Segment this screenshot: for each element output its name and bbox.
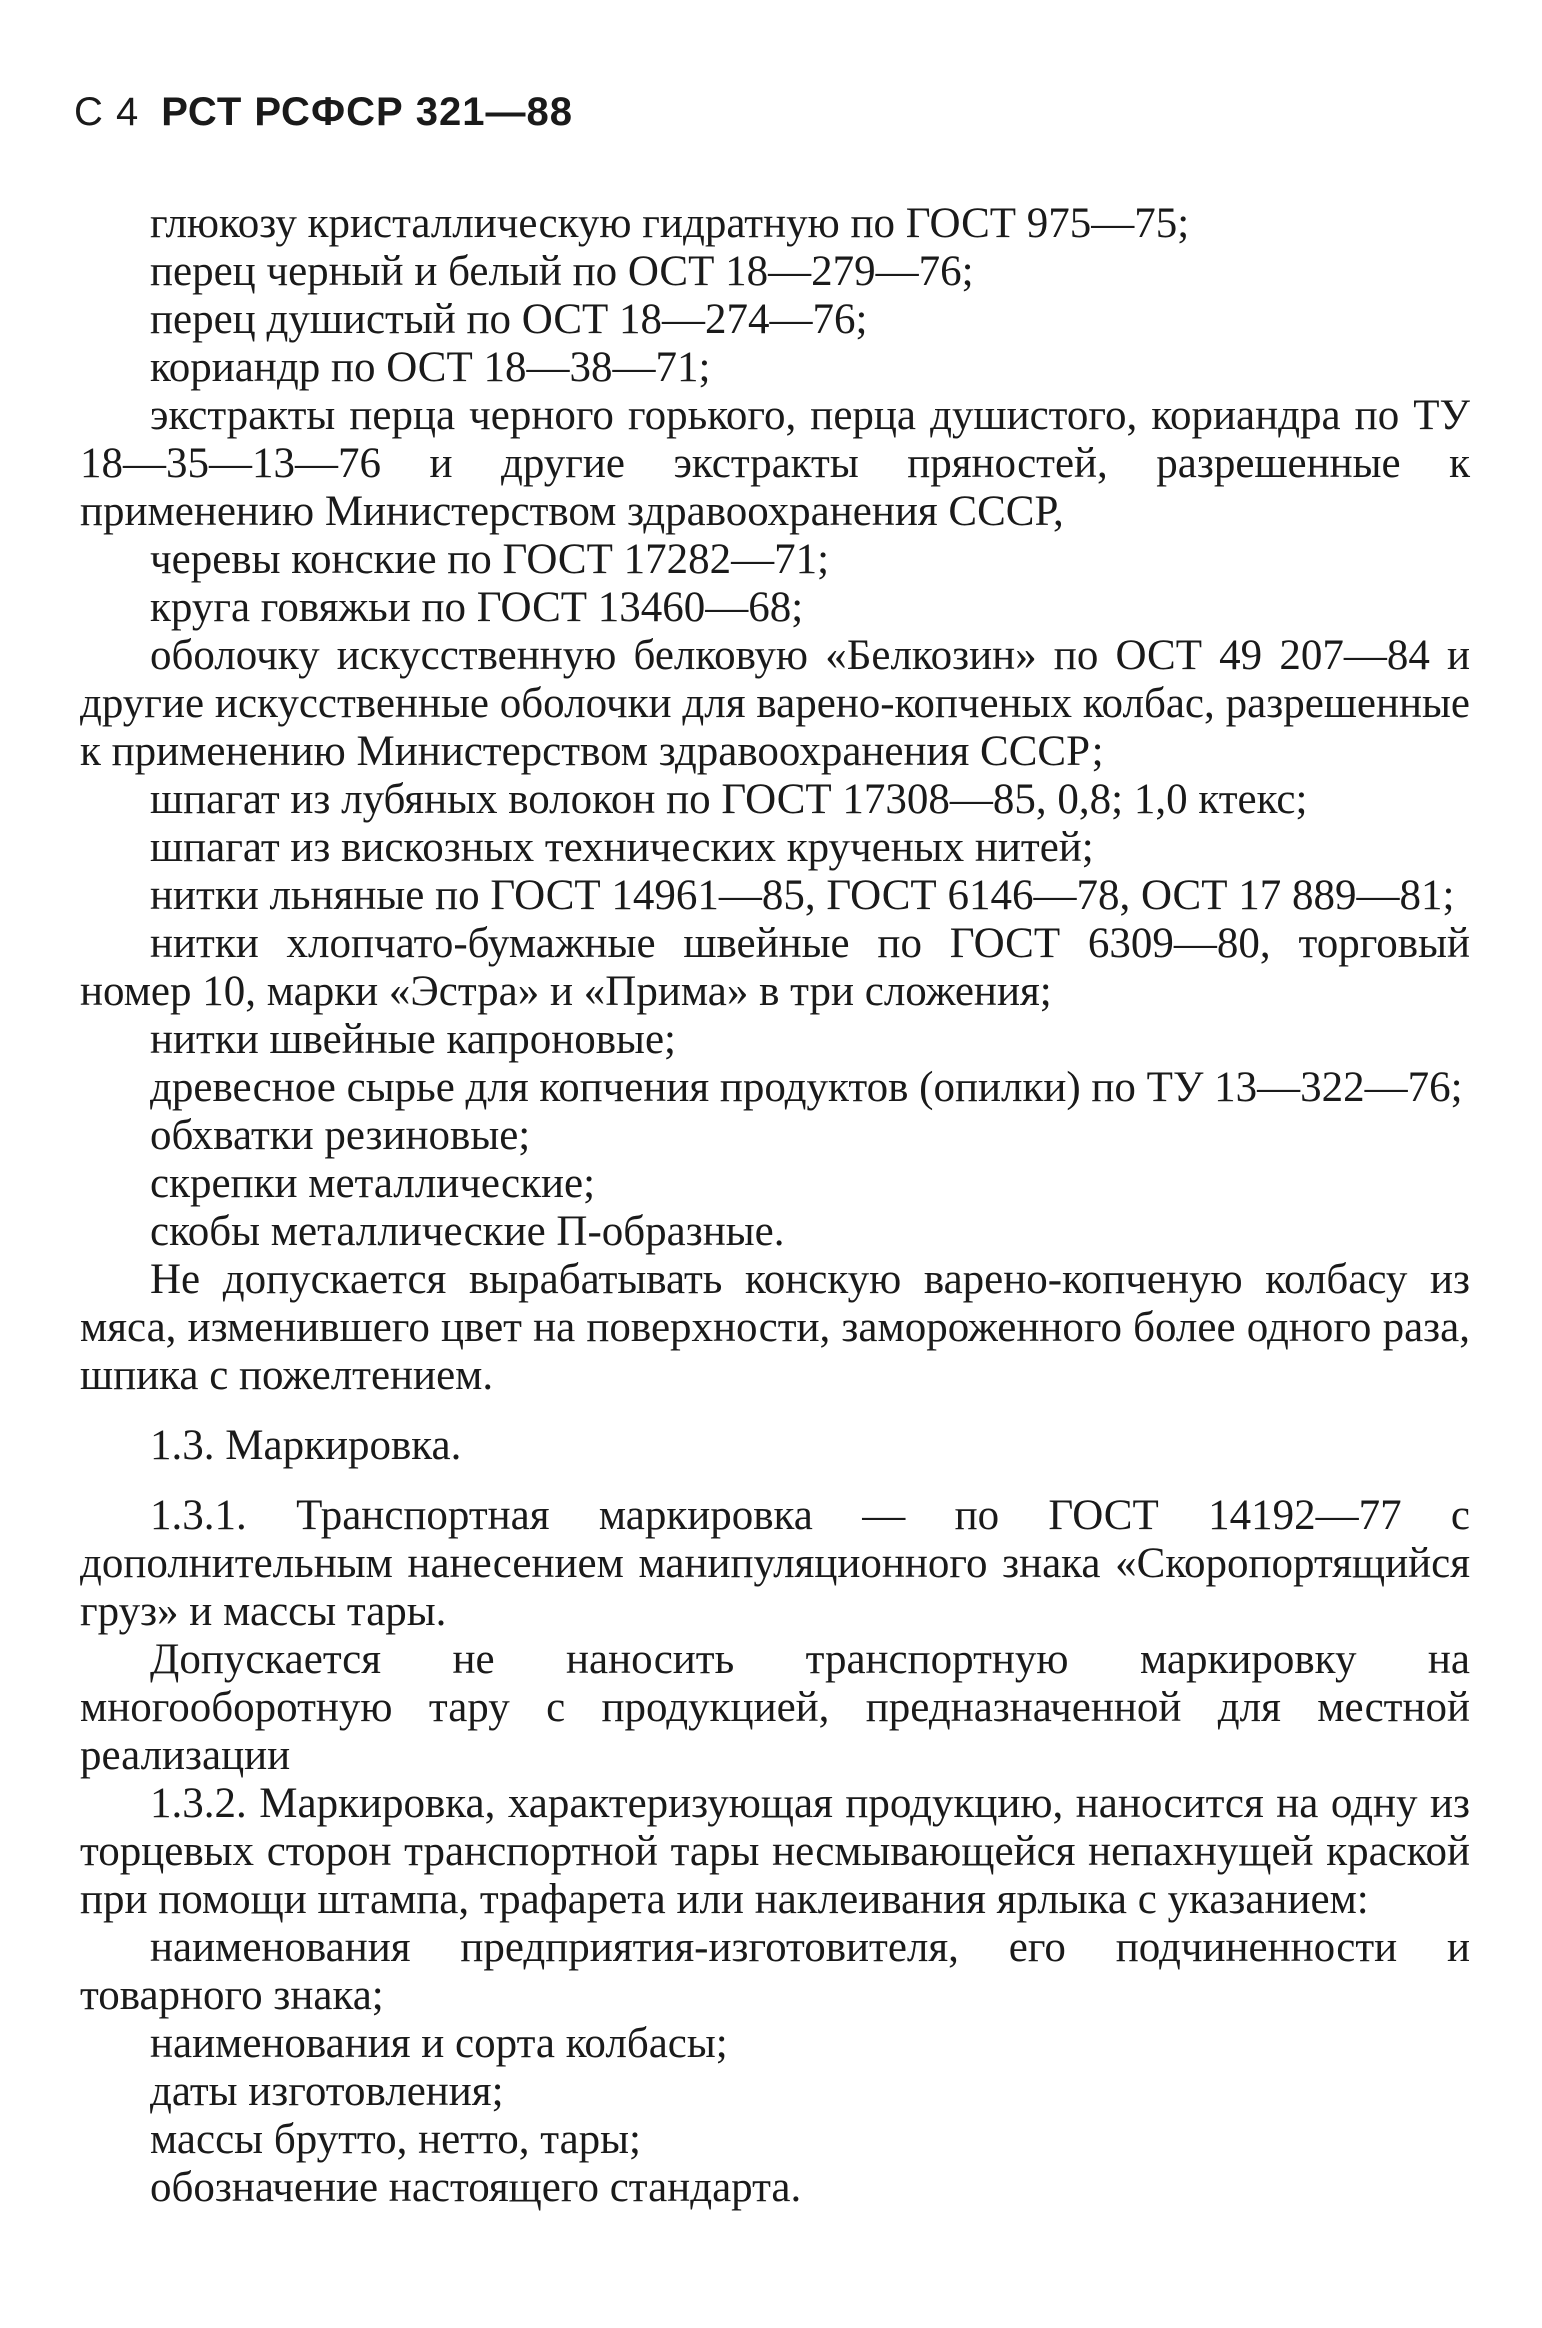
- list-item-rubber-bands: обхватки резиновые;: [150, 1112, 531, 1159]
- list-item-linen-thread: нитки льняные по ГОСТ 14961—85, ГОСТ 6146—78, ОСТ 17 889—81;: [150, 872, 1455, 919]
- list-item-extracts: экстракты перца черного горького, перца душистого, кориандра по ТУ 18—35—13—76 и другие экстракты пряностей, разрешенные к применению Министерством здравоохранения СССР,: [80, 392, 1470, 535]
- list-item-glucose: глюкозу кристаллическую гидратную по ГОСТ 975—75;: [150, 200, 1190, 247]
- list-item-staples: скобы металлические П-образные.: [150, 1208, 785, 1255]
- list-item-wood-chips: древесное сырье для копчения продуктов (опилки) по ТУ 13—322—76;: [150, 1064, 1463, 1111]
- list-item-allspice: перец душистый по ОСТ 18—274—76;: [150, 296, 868, 343]
- list-item-mass: массы брутто, нетто, тары;: [150, 2116, 641, 2163]
- list-item-metal-clips: скрепки металлические;: [150, 1160, 596, 1207]
- list-item-product-name: наименования и сорта колбасы;: [150, 2020, 728, 2067]
- list-item-standard-ref: обозначение настоящего стандарта.: [150, 2164, 802, 2211]
- paragraph-1-3-2: 1.3.2. Маркировка, характеризующая продукцию, наносится на одну из торцевых сторон транспортной тары несмывающейся непахнущей краской при помощи штампа, трафарета или наклеивания ярлыка с указанием:: [80, 1780, 1470, 1923]
- list-item-manufacturer: наименования предприятия-изготовителя, его подчиненности и товарного знака;: [80, 1924, 1470, 2019]
- section-heading-marking: 1.3. Маркировка.: [150, 1422, 462, 1469]
- paragraph-restriction: Не допускается вырабатывать конскую варено-копченую колбасу из мяса, изменившего цвет на поверхности, замороженного более одного раза, шпика с пожелтением.: [80, 1256, 1470, 1399]
- list-item-nylon-thread: нитки швейные капроновые;: [150, 1016, 676, 1063]
- list-item-bast-twine: шпагат из лубяных волокон по ГОСТ 17308—85, 0,8; 1,0 ктекс;: [150, 776, 1308, 823]
- list-item-viscose-twine: шпагат из вискозных технических крученых нитей;: [150, 824, 1094, 871]
- list-item-black-pepper: перец черный и белый по ОСТ 18—279—76;: [150, 248, 974, 295]
- list-item-horse-casings: черевы конские по ГОСТ 17282—71;: [150, 536, 830, 583]
- document-body: [80, 200, 1470, 2212]
- list-item-cotton-thread: нитки хлопчато-бумажные швейные по ГОСТ 6309—80, торговый номер 10, марки «Эстра» и «Прима» в три сложения;: [80, 920, 1470, 1015]
- list-item-artificial-casing: оболочку искусственную белковую «Белкозин» по ОСТ 49 207—84 и другие искусственные оболочки для варено-копченых колбас, разрешенные к применению Министерством здравоохранения СССР;: [80, 632, 1470, 775]
- list-item-coriander: кориандр по ОСТ 18—38—71;: [150, 344, 711, 391]
- list-item-beef-rounds: круга говяжьи по ГОСТ 13460—68;: [150, 584, 804, 631]
- standard-code: РСТ РСФСР 321—88: [161, 90, 573, 134]
- paragraph-reusable-tare: Допускается не наносить транспортную маркировку на многооборотную тару с продукцией, предназначенной для местной реализации: [80, 1636, 1470, 1779]
- page-number: С 4: [74, 90, 140, 134]
- list-item-date: даты изготовления;: [150, 2068, 504, 2115]
- page-header: [74, 88, 573, 136]
- paragraph-1-3-1: 1.3.1. Транспортная маркировка — по ГОСТ 14192—77 с дополнительным нанесением манипуляционного знака «Скоропортящийся груз» и массы тары.: [80, 1492, 1470, 1635]
